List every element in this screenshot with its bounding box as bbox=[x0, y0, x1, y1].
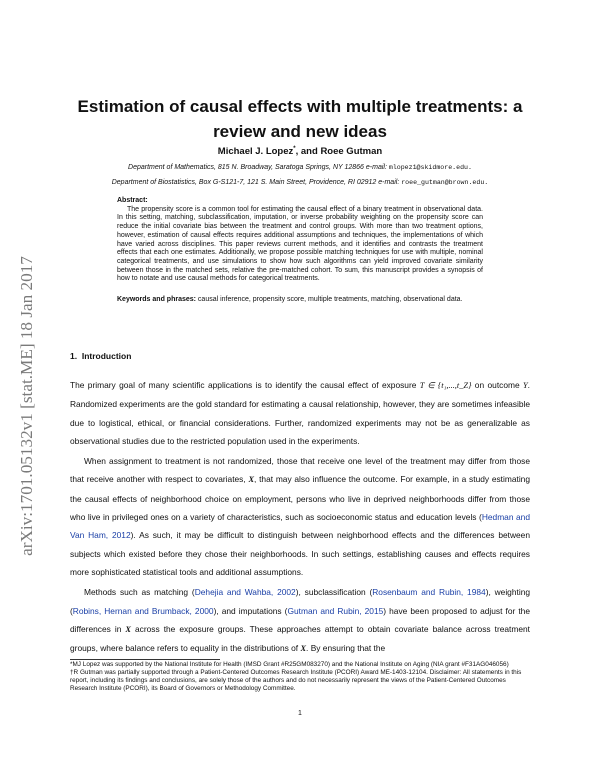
paragraph-2-text-b: , that may also influence the outcome. For example, in a study estimating the causal effects of neighborhood choice on employment, persons who live in deprived neighborhoods differ from those who live in privileged ones on a variety of characteristics, such as socioeconomic status and education levels ( bbox=[70, 474, 530, 523]
paper-title: Estimation of causal effects with multiple treatments: a review and new ideas bbox=[77, 97, 523, 141]
abstract-text: The propensity score is a common tool for estimating the causal effect of a binary treatment in observational data. In this setting, matching, subclassification, imputation, or inverse probability weighting on the propensity score can reduce the initial covariate bias between the treatment and control groups. With more than two treatment options, however, estimation of causal effects requires additional assumptions and techniques, the implementations of which have varied across disciplines. This paper reviews current methods, and it identifies and contrasts the treatment effects that each one estimates. Additionally, we propose possible matching techniques for use with multiple, nominal categorical treatments, and use simulations to show how such algorithms can yield improved covariate similarity between those in the matched sets, relative the pre-matched cohort. To sum, this manuscript provides a synopsis of how to notate and use causal methods for categorical treatments. bbox=[117, 205, 483, 283]
paragraph-3-text-f: across the exposure groups. These approaches attempt to obtain covariate balance across treatment groups, where balance refers to equality in the distributions of bbox=[70, 623, 530, 654]
affiliation-2 bbox=[60, 179, 540, 186]
keywords-text: causal inference, propensity score, multiple treatments, matching, observational data. bbox=[197, 296, 463, 303]
section-heading-introduction bbox=[70, 351, 131, 361]
math-exposure-set: T ∈ {t₁,...,t_Z} bbox=[419, 381, 472, 390]
paragraph-1 bbox=[70, 376, 530, 450]
citation-link[interactable]: Hedman and Van Ham, 2012 bbox=[70, 512, 530, 541]
author-gutman: Roee Gutman bbox=[320, 146, 383, 158]
section-number: 1. bbox=[70, 351, 78, 361]
paragraph-1-text-c: . Randomized experiments are the gold standard for estimating a causal relationship, however, they are sometimes infeasible due to logistical, ethical, or financial considerations. Further, randomized experiments may not be as generalizable as observational studies due to the restricted population used in the experiments. bbox=[70, 380, 530, 446]
paragraph-1-text-a: The primary goal of many scientific applications is to identify the causal effect of exposure bbox=[70, 380, 420, 390]
paragraph-3-text-c: ), weighting ( bbox=[70, 587, 531, 616]
abstract bbox=[117, 197, 483, 284]
author-separator: , and bbox=[295, 146, 321, 158]
footnotes bbox=[70, 661, 530, 693]
arxiv-stamp-text: arXiv:1701.05132v1 [stat.ME] 18 Jan 2017 bbox=[17, 256, 36, 556]
citation-link[interactable]: Robins, Hernan and Brumback, 2000 bbox=[72, 605, 214, 616]
affiliation-1 bbox=[60, 164, 540, 171]
paragraph-3-text-b: ), subclassification ( bbox=[295, 587, 373, 598]
footnote-mark-star: * bbox=[293, 146, 296, 152]
section-title: Introduction bbox=[81, 351, 132, 361]
footnote-divider bbox=[70, 659, 220, 660]
arxiv-stamp bbox=[14, 222, 40, 590]
paragraph-2 bbox=[70, 452, 530, 581]
abstract-heading: Abstract: bbox=[117, 197, 148, 204]
author-list bbox=[0, 146, 600, 157]
math-covariates: X bbox=[125, 624, 131, 634]
introduction-body bbox=[70, 376, 530, 658]
paragraph-2-text-a: When assignment to treatment is not randomized, those that receive one level of the treatment may differ from those that receive another with respect to covariates, bbox=[70, 456, 530, 485]
keywords-label: Keywords and phrases: bbox=[117, 296, 196, 303]
page-number: 1 bbox=[298, 710, 302, 717]
paragraph-3 bbox=[70, 583, 530, 658]
author-lopez: Michael J. Lopez bbox=[217, 146, 294, 158]
keywords bbox=[117, 296, 483, 305]
footnote-2: †R Gutman was partially supported through a Patient-Centered Outcomes Research Institute (PCORI) Award ME-1403-12104. Disclaimer: All statements in this report, including its findings and conclusions, are solely those of the authors and do not necessarily represent the views of the Patient-Centered Outcomes Research Institute (PCORI), its Board of Governors or Methodology Committee. bbox=[70, 669, 522, 693]
paragraph-3-text-a: Methods such as matching ( bbox=[84, 587, 195, 598]
paragraph-3-text-d: ), and imputations ( bbox=[213, 605, 288, 616]
paragraph-2-text-c: ). As such, it may be difficult to distinguish between neighborhood effects and the differences between subjects which existed before they chose their neighborhoods. In such settings, establishing causes and effects requires more sophisticated statistical tools and additional assumptions. bbox=[70, 530, 530, 577]
math-covariates: X bbox=[300, 644, 307, 654]
affiliation-2-text: Department of Biostatistics, Box G-S121-7, 121 S. Main Street, Providence, RI 02912 e-mail: bbox=[111, 179, 402, 186]
paragraph-1-text-b: on outcome bbox=[471, 380, 523, 390]
footnote-1: *MJ Lopez was supported by the National Institute for Health (IMSD Grant #R25GM083270) and the National Institute on Aging (NIA grant #F31AG046056) bbox=[70, 661, 509, 668]
affiliation-2-email[interactable]: roee_gutman@brown.edu. bbox=[401, 179, 489, 186]
affiliation-1-email[interactable]: mlopez1@skidmore.edu. bbox=[388, 164, 472, 171]
affiliation-1-text: Department of Mathematics, 815 N. Broadway, Saratoga Springs, NY 12866 e-mail: bbox=[128, 164, 389, 171]
citation-link[interactable]: Gutman and Rubin, 2015 bbox=[287, 605, 384, 616]
paragraph-3-text-e: ) have been proposed to adjust for the differences in bbox=[70, 605, 530, 634]
math-outcome: Y bbox=[523, 381, 528, 390]
paragraph-3-text-g: . By ensuring that the bbox=[306, 643, 386, 654]
citation-link[interactable]: Dehejia and Wahba, 2002 bbox=[194, 587, 296, 598]
citation-link[interactable]: Rosenbaum and Rubin, 1984 bbox=[372, 587, 486, 598]
math-covariates: X bbox=[248, 475, 255, 485]
